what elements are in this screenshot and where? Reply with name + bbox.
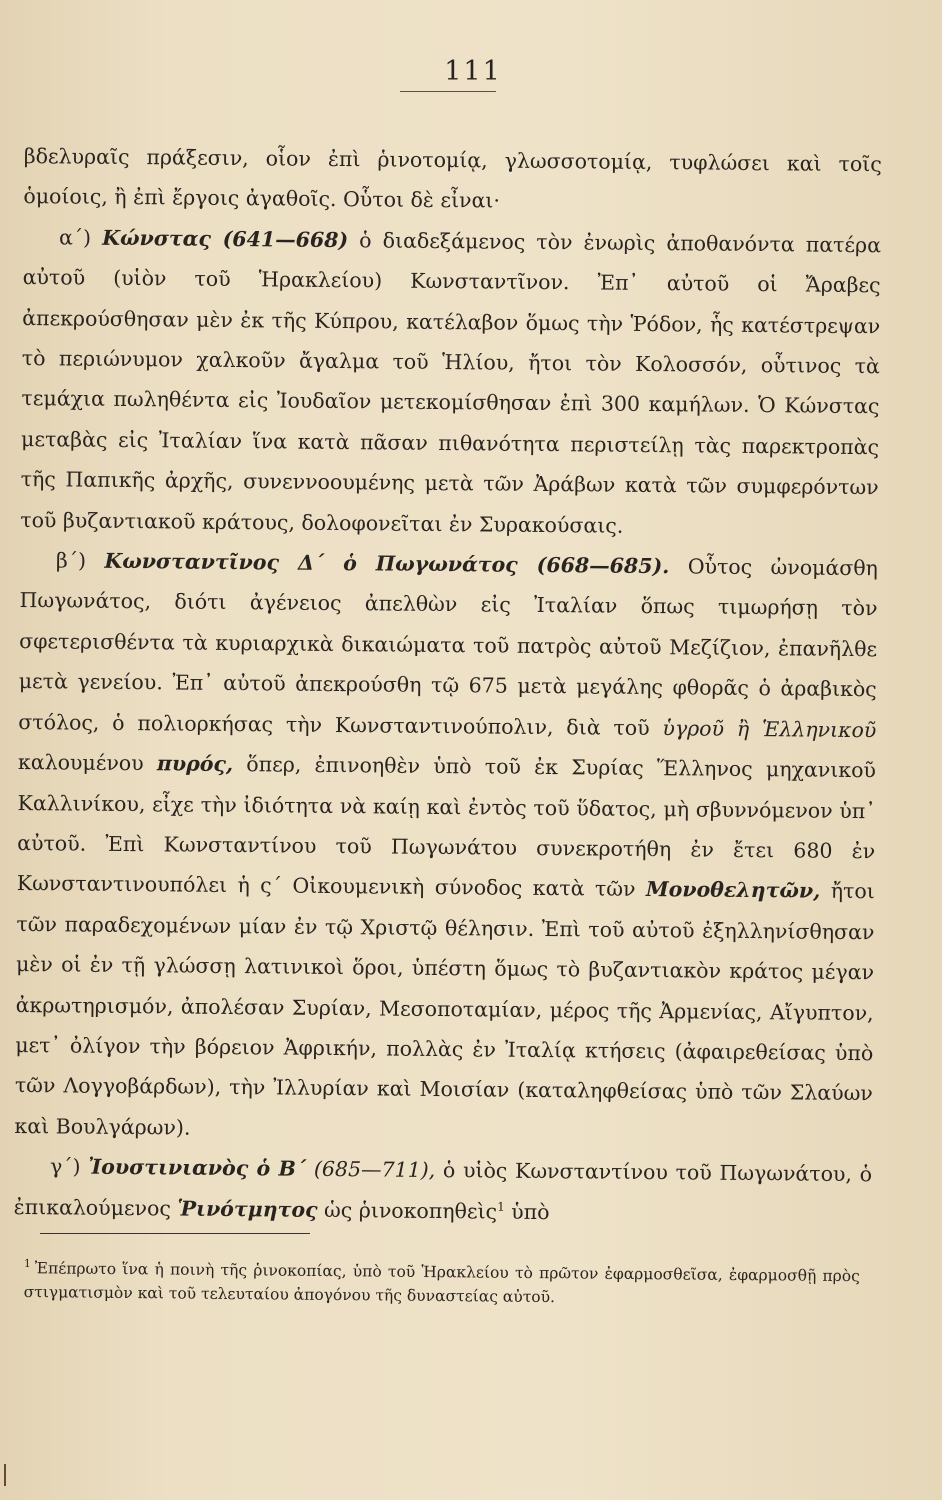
footnote-item — [23, 1252, 859, 1312]
section-beta-text-c: ὅπερ, ἐπινοηθὲν ὑπὸ τοῦ ἐκ Συρίας Ἕλληνος μηχανικοῦ Καλλινίκου, εἶχε τὴν ἰδιότητα νὰ καίῃ καὶ ἐντὸς τοῦ ὕδατος, μὴ σβυννόμενον ὑπ᾽ αὐτοῦ. Ἐπὶ Κωνσταντίνου τοῦ Πωγωνάτου συνεκροτήθη ἐν ἔτει 680 ἐν Κωνσταντινουπόλει ἡ ς΄ Οἰκουμενικὴ σύνοδος κατὰ τῶν — [16, 752, 877, 902]
greek-fire-term: ὑγροῦ ἢ Ἑλληνικοῦ — [662, 715, 877, 742]
section-gamma-text-a: ὁ υἱὸς Κωνσταντίνου τοῦ Πωγωνάτου, ὁ ἐπικαλούμενος — [13, 1158, 873, 1221]
footnotes — [23, 1252, 881, 1312]
section-beta-title: Κωνσταντῖνος Δ΄ ὁ Πωγωνάτος (668—685). — [104, 548, 670, 579]
footnote-number: 1 — [23, 1256, 31, 1271]
section-gamma-text-c: ὑπὸ — [504, 1199, 550, 1224]
fire-term: πυρός, — [156, 751, 234, 777]
footnote-text: Ἐπέπρωτο ἵνα ἡ ποινὴ τῆς ῥινοκοπίας, ὑπὸ τοῦ Ἡρακλείου τὸ πρῶτον ἐφαρμοσθεῖσα, ἐφαρμοσθῇ πρὸς στιγματισμὸν καὶ τοῦ τελευταίου ἀπογόνου τῆς δυναστείας αὐτοῦ. — [23, 1259, 860, 1307]
section-gamma-dates: (685—711), — [306, 1156, 436, 1183]
section-alpha-title: Κώνστας (641—668) — [102, 225, 349, 252]
body-text — [14, 136, 882, 1235]
section-gamma-marker: γ΄) — [49, 1154, 81, 1179]
section-beta-marker: β΄) — [55, 548, 87, 573]
section-beta-text-b: καλουμένου — [17, 750, 158, 776]
section-gamma-title: Ἰουστινιανὸς ὁ Β΄ — [88, 1154, 307, 1181]
section-alpha-marker: α΄) — [58, 225, 92, 250]
footnote-divider — [40, 1233, 310, 1234]
rhinotmetos-epithet: Ῥινότμητος — [177, 1196, 318, 1222]
page-number: 111 — [444, 56, 502, 87]
footnote-reference[interactable]: 1 — [497, 1199, 505, 1214]
section-gamma-text-b: ὡς ῥινοκοπηθεὶς — [317, 1197, 498, 1224]
section-beta — [14, 540, 878, 1154]
section-alpha — [20, 217, 881, 548]
intro-paragraph: βδελυραῖς πράξεσιν, οἷον ἐπὶ ῥινοτομίᾳ, γλωσσοτομίᾳ, τυφλώσει καὶ τοῖς ὁμοίοις, ἢ ἐπὶ ἔργοις ἀγαθοῖς. Οὗτοι δὲ εἶναι· — [23, 143, 882, 213]
margin-ink-mark — [4, 1464, 6, 1486]
section-beta-text-d: ἤτοι τῶν παραδεχομένων μίαν ἐν τῷ Χριστῷ θέλησιν. Ἐπὶ τοῦ αὐτοῦ ἐξηλληνίσθησαν μὲν οἱ ἐν τῇ γλώσσῃ λατινικοὶ ὅροι, ὑπέστη ὅμως τὸ βυζαντιακὸν κράτος μέγαν ἀκρωτηρισμόν, ἀπολέσαν Συρίαν, Μεσοποταμίαν, μέρος τῆς Ἀρμενίας, Αἴγυπτον, μετ᾽ ὀλίγον τὴν βόρειον Ἀφρικήν, πολλὰς ἐν Ἰταλίᾳ κτήσεις (ἀφαιρεθείσας ὑπὸ τῶν Λογγοβάρδων), τὴν Ἰλλυρίαν καὶ Μοισίαν (καταληφθείσας ὑπὸ τῶν Σλαύων καὶ Βουλγάρων). — [14, 878, 875, 1140]
section-beta-text-a: Οὗτος ὠνομάσθη Πωγωνάτος, διότι ἀγένειος ἀπελθὼν εἰς Ἰταλίαν ὅπως τιμωρήσῃ τὸν σφετερισθέντα τὰ κυριαρχικὰ δικαιώματα τοῦ πατρὸς αὐτοῦ Μεζίζιον, ἐπανῆλθε μετὰ γενείου. Ἐπ᾽ αὐτοῦ ἀπεκρούσθη τῷ 675 μετὰ μεγάλης φθορᾶς ὁ ἀραβικὸς στόλος, ὁ πολιορκήσας τὴν Κωνσταντινούπολιν, διὰ τοῦ — [18, 554, 879, 740]
section-alpha-text: ὁ διαδεξάμενος τὸν ἐνωρὶς ἀποθανόντα πατέρα αὐτοῦ (υἱὸν τοῦ Ἡρακλείου) Κωνσταντῖνον. Ἐπ᾽ αὐτοῦ οἱ Ἄραβες ἀπεκρούσθησαν μὲν ἐκ τῆς Κύπρου, κατέλαβον ὅμως τὴν Ῥόδον, ἧς κατέστρεψαν τὸ περιώνυμον χαλκοῦν ἄγαλμα τοῦ Ἡλίου, ἤτοι τὸν Κολοσσόν, οὗτινος τὰ τεμάχια πωληθέντα εἰς Ἰουδαῖον μετεκομίσθησαν ἐπὶ 300 καμήλων. Ὁ Κώνστας μεταβὰς εἰς Ἰταλίαν ἵνα κατὰ πᾶσαν πιθανότητα περιστείλῃ τὰς παρεκτροπὰς τῆς Παπικῆς ἀρχῆς, συνεννοουμένης μετὰ τῶν Ἀράβων κατὰ τῶν συμφερόντων τοῦ βυζαντιακοῦ κράτους, δολοφονεῖται ἐν Συρακούσαις. — [20, 227, 882, 538]
page-number-rule — [400, 91, 496, 92]
section-gamma — [14, 1146, 873, 1235]
monothelites-term: Μονοθελητῶν, — [645, 877, 821, 903]
